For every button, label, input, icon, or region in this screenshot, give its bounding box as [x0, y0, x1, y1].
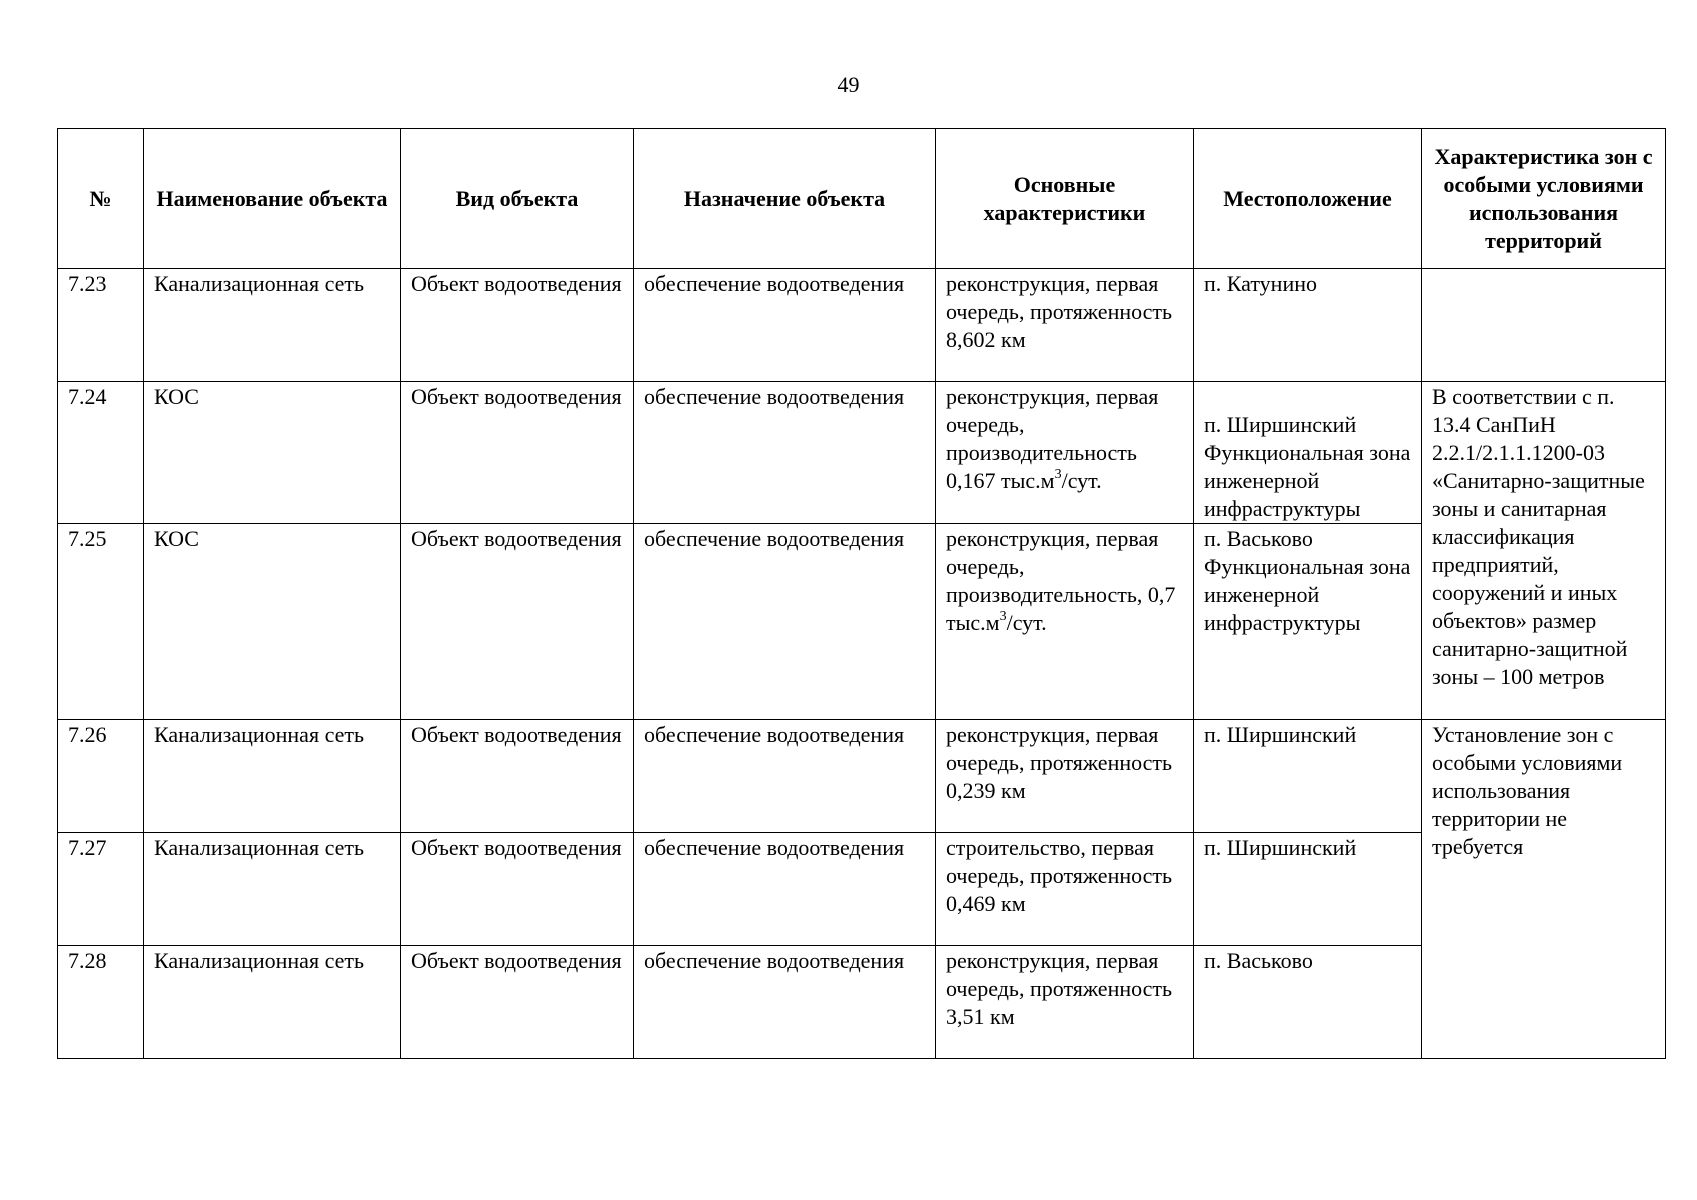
cell-characteristics — [936, 382, 1194, 524]
cell-num: 7.27 — [58, 833, 144, 946]
characteristics-text: реконструкция, первая очередь, производительность, 0,7 тыс.м — [946, 526, 1176, 635]
characteristics-unit: /сут. — [1006, 610, 1047, 635]
cell-type: Объект водоотведения — [401, 382, 634, 524]
cell-purpose: обеспечение водоотведения — [634, 382, 936, 524]
cell-characteristics: реконструкция, первая очередь, протяженность 8,602 км — [936, 269, 1194, 382]
characteristics-text: реконструкция, первая очередь, производительность 0,167 тыс.м — [946, 384, 1159, 493]
cell-type: Объект водоотведения — [401, 524, 634, 720]
cell-zones — [1422, 269, 1666, 382]
cell-num: 7.23 — [58, 269, 144, 382]
table-row — [58, 720, 1666, 833]
cell-purpose: обеспечение водоотведения — [634, 946, 936, 1059]
cell-type: Объект водоотведения — [401, 269, 634, 382]
header-type: Вид объекта — [401, 129, 634, 269]
cell-location: п. Васьково — [1194, 946, 1422, 1059]
cell-characteristics: реконструкция, первая очередь, протяженность 3,51 км — [936, 946, 1194, 1059]
header-name: Наименование объекта — [144, 129, 401, 269]
superscript: 3 — [999, 608, 1007, 624]
header-zones: Характеристика зон с особыми условиями использования территорий — [1422, 129, 1666, 269]
cell-num: 7.28 — [58, 946, 144, 1059]
cell-type: Объект водоотведения — [401, 720, 634, 833]
cell-name: Канализационная сеть — [144, 833, 401, 946]
header-characteristics: Основные характеристики — [936, 129, 1194, 269]
cell-location: п. Васьково Функциональная зона инженерной инфраструктуры — [1194, 524, 1422, 720]
cell-name: Канализационная сеть — [144, 720, 401, 833]
cell-name: КОС — [144, 524, 401, 720]
cell-num: 7.26 — [58, 720, 144, 833]
cell-zones-network: Установление зон с особыми условиями использования территории не требуется — [1422, 720, 1666, 1059]
cell-type: Объект водоотведения — [401, 833, 634, 946]
cell-purpose: обеспечение водоотведения — [634, 524, 936, 720]
cell-type: Объект водоотведения — [401, 946, 634, 1059]
location-text: п. Ширшинский Функциональная зона инженерной инфраструктуры — [1204, 412, 1411, 521]
header-num: № — [58, 129, 144, 269]
header-location: Местоположение — [1194, 129, 1422, 269]
header-row — [58, 129, 1666, 269]
cell-location: п. Катунино — [1194, 269, 1422, 382]
superscript: 3 — [1054, 466, 1062, 482]
cell-location: п. Ширшинский — [1194, 720, 1422, 833]
cell-characteristics: реконструкция, первая очередь, протяженность 0,239 км — [936, 720, 1194, 833]
header-purpose: Назначение объекта — [634, 129, 936, 269]
cell-num: 7.25 — [58, 524, 144, 720]
cell-name: Канализационная сеть — [144, 946, 401, 1059]
cell-num: 7.24 — [58, 382, 144, 524]
cell-name: Канализационная сеть — [144, 269, 401, 382]
page-number: 49 — [837, 72, 860, 97]
cell-characteristics — [936, 524, 1194, 720]
table-row — [58, 269, 1666, 382]
cell-purpose: обеспечение водоотведения — [634, 833, 936, 946]
cell-location: п. Ширшинский — [1194, 833, 1422, 946]
table-row — [58, 382, 1666, 524]
cell-characteristics: строительство, первая очередь, протяженность 0,469 км — [936, 833, 1194, 946]
characteristics-unit: /сут. — [1061, 468, 1102, 493]
cell-name: КОС — [144, 382, 401, 524]
objects-table — [57, 128, 1666, 1059]
cell-purpose: обеспечение водоотведения — [634, 720, 936, 833]
cell-purpose: обеспечение водоотведения — [634, 269, 936, 382]
cell-location — [1194, 382, 1422, 524]
cell-zones-kos: В соответствии с п. 13.4 СанПиН 2.2.1/2.1.1.1200-03 «Санитарно-защитные зоны и санитарная классификация предприятий, сооружений и иных объектов» размер санитарно-защитной зоны – 100 метров — [1422, 382, 1666, 720]
